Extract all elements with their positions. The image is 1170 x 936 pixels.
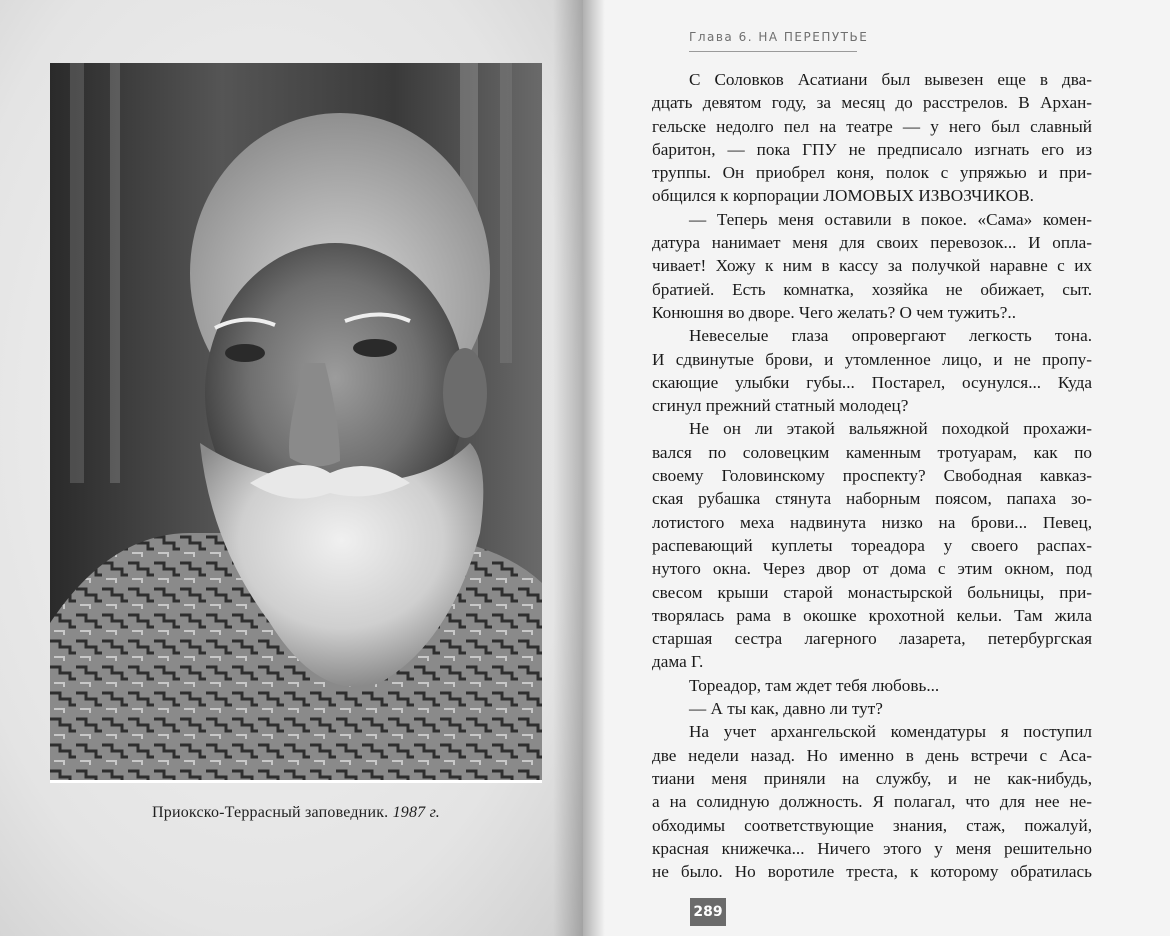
text-line: красная книжечка... Ничего этого у меня решительно bbox=[652, 838, 1092, 858]
text-line: труппы. Он приобрел коня, полок с упряжью и при- bbox=[652, 163, 1092, 183]
text-line: творялась рама в окошке крохотной кельи. Там жила bbox=[652, 605, 1092, 625]
text-line: лотистого меха надвинута низко на брови... Певец, bbox=[652, 512, 1092, 532]
running-head: Глава 6. НА ПЕРЕПУТЬЕ bbox=[689, 30, 869, 44]
text-line: своему Головинскому проспекту? Свободная кавказ- bbox=[652, 466, 1092, 486]
text-line: дама Г. bbox=[652, 652, 704, 672]
text-line: И сдвинутые брови, и утомленное лицо, и не пропу- bbox=[652, 349, 1092, 369]
text-line: Конюшня во дворе. Чего желать? О чем тужить?.. bbox=[652, 302, 1016, 322]
running-head-rule bbox=[689, 51, 857, 52]
text-line: скающие улыбки губы... Постарел, осунулся... Куда bbox=[652, 372, 1092, 392]
left-page bbox=[0, 0, 583, 936]
text-line: — А ты как, давно ли тут? bbox=[689, 699, 883, 719]
caption-place: Приокско-Террасный заповедник. bbox=[151, 804, 389, 821]
text-line: На учет архангельской комендатуры я поступил bbox=[689, 722, 1092, 742]
text-line: чивает! Хожу к ним в кассу за получкой наравне с их bbox=[652, 256, 1092, 276]
caption-year: 1987 г. bbox=[392, 804, 441, 821]
text-line: нутого окна. Через двор от дома с этим окном, под bbox=[652, 559, 1092, 579]
photo-frame bbox=[50, 63, 542, 783]
text-line: дцать девятом году, за месяц до расстрелов. В Архан- bbox=[652, 93, 1092, 113]
text-line: братией. Есть комнатка, хозяйка не обижает, сыт. bbox=[652, 279, 1092, 299]
portrait-photo bbox=[50, 63, 542, 780]
text-line: а на солидную должность. Я полагал, что для нее не- bbox=[652, 792, 1092, 812]
text-line: общился к корпорации ЛОМОВЫХ ИЗВОЗЧИКОВ. bbox=[652, 186, 1034, 206]
text-line: баритон, — пока ГПУ не предписало изгнать его из bbox=[652, 139, 1092, 159]
text-line: — Теперь меня оставили в покое. «Сама» комен- bbox=[689, 209, 1092, 229]
text-line: сгинул прежний статный молодец? bbox=[652, 396, 909, 416]
text-line: две недели назад. Но именно в день встречи с Аса- bbox=[652, 745, 1092, 765]
text-line: Не он ли этакой вальяжной походкой прохажи- bbox=[689, 419, 1092, 439]
text-line: С Соловков Асатиани был вывезен еще в два- bbox=[689, 70, 1092, 89]
text-line: свесом крыши старой монастырской больницы, при- bbox=[652, 582, 1092, 602]
text-line: Тореадор, там ждет тебя любовь... bbox=[689, 675, 940, 695]
page-number: 289 bbox=[690, 898, 726, 926]
photo-caption bbox=[50, 804, 542, 822]
text-line: ская рубашка стянута наборным поясом, папаха зо- bbox=[652, 489, 1092, 509]
text-line: тиани меня приняли на службу, и не как-нибудь, bbox=[652, 768, 1092, 788]
text-line: гельске недолго пел на театре — у него был славный bbox=[652, 116, 1092, 136]
text-line: не было. Но воротиле треста, к которому обратилась bbox=[652, 862, 1092, 882]
text-line: обходимы соответствующие знания, стаж, пожалуй, bbox=[652, 815, 1092, 835]
text-line: старшая сестра лагерного лазарета, петербургская bbox=[652, 629, 1092, 649]
right-page bbox=[583, 0, 1170, 936]
text-line: датура нанимает меня для своих перевозок... И опла- bbox=[652, 233, 1092, 253]
body-text bbox=[652, 68, 1092, 883]
text-line: распевающий куплеты тореадора у своего распах- bbox=[652, 535, 1092, 555]
text-line: Невеселые глаза опровергают легкость тона. bbox=[689, 326, 1092, 346]
text-line: вался по соловецким каменным тротуарам, как по bbox=[652, 442, 1092, 462]
